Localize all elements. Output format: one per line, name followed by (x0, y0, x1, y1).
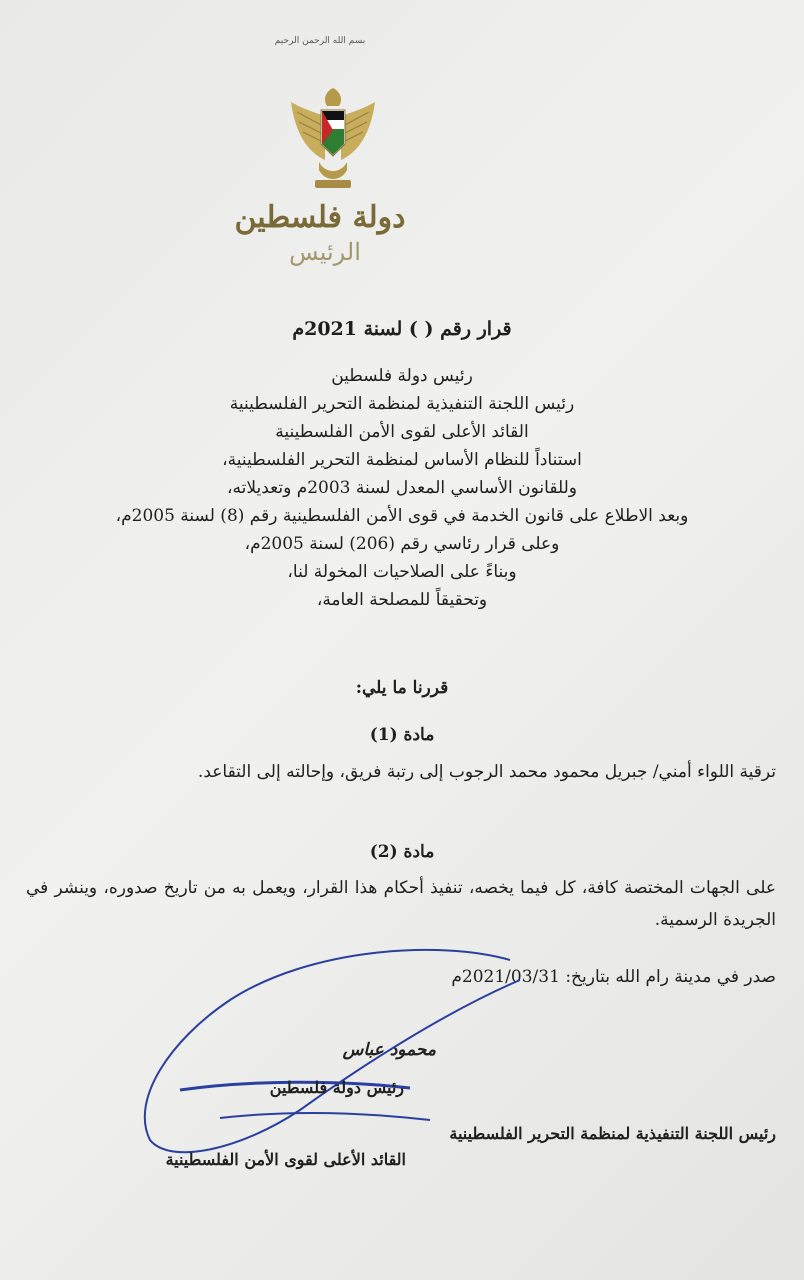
preamble (0, 362, 804, 614)
letterhead-office-name: الرئيس (289, 238, 361, 266)
preamble-line: استناداً للنظام الأساس لمنظمة التحرير الفلسطينية، (222, 450, 582, 470)
signatory-title-3: القائد الأعلى لقوى الأمن الفلسطينية (165, 1150, 406, 1169)
article-1-title: مادة (1) (369, 725, 435, 745)
basmala-text: بسم الله الرحمن الرحيم (274, 36, 366, 46)
decision-title: قرار رقم ( ) لسنة 2021م (292, 318, 512, 340)
issue-place-text: صدر في مدينة رام الله بتاريخ: (565, 967, 776, 987)
preamble-line: وتحقيقاً للمصلحة العامة، (316, 590, 488, 610)
preamble-line: القائد الأعلى لقوى الأمن الفلسطينية (275, 422, 529, 442)
letterhead-state-name: دولة فلسطين (234, 200, 406, 235)
article-2-text: على الجهات المختصة كافة، كل فيما يخصه، تنفيذ أحكام هذا القرار، ويعمل به من تاريخ صدوره، وينشر في الجريدة الرسمية. (26, 878, 776, 930)
preamble-line: رئيس اللجنة التنفيذية لمنظمة التحرير الفلسطينية (229, 394, 575, 414)
article-2-title: مادة (2) (369, 842, 435, 862)
preamble-line: وعلى قرار رئاسي رقم (206) لسنة 2005م، (244, 534, 560, 554)
preamble-line: وبعد الاطلاع على قانون الخدمة في قوى الأمن الفلسطينية رقم (8) لسنة 2005م، (115, 506, 689, 526)
signatory-title-1: رئيس دولة فلسطين (269, 1078, 404, 1097)
signatory-title-2: رئيس اللجنة التنفيذية لمنظمة التحرير الفلسطينية (449, 1124, 776, 1143)
article-1-text: ترقية اللواء أمني/ جبريل محمود محمد الرجوب إلى رتبة فريق، وإحالته إلى التقاعد. (197, 762, 776, 782)
preamble-line: وللقانون الأساسي المعدل لسنة 2003م وتعديلاته، (227, 478, 577, 498)
signatory-name: محمود عباس (342, 1040, 436, 1060)
decide-heading: قررنا ما يلي: (355, 678, 449, 698)
preamble-line: وبناءً على الصلاحيات المخولة لنا، (287, 562, 517, 582)
preamble-line: رئيس دولة فلسطين (331, 366, 473, 386)
palestine-eagle-emblem-icon (285, 82, 381, 194)
issue-date: 2021/03/31م (451, 967, 560, 987)
